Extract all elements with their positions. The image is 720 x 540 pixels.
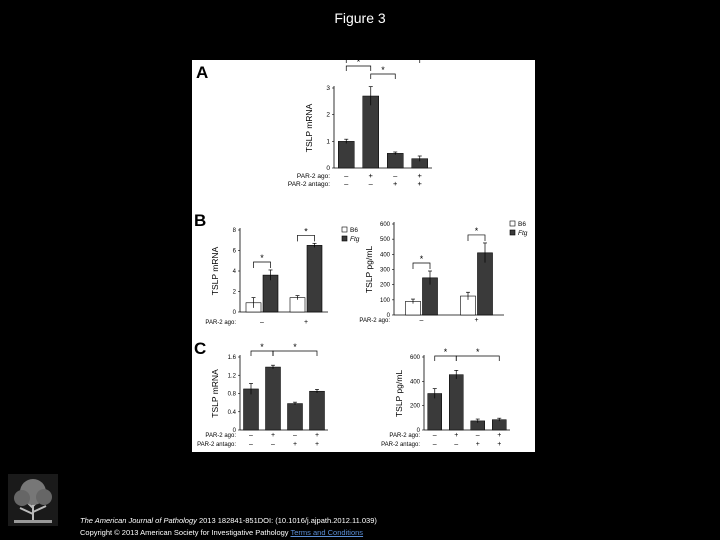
row-symbol: + xyxy=(417,179,422,188)
figure-panel xyxy=(192,49,535,452)
bar xyxy=(492,420,506,430)
y-tick-label: 200 xyxy=(409,403,420,410)
y-tick-label: 0 xyxy=(386,313,390,319)
row-symbol: + xyxy=(417,171,422,180)
y-tick-label: 0 xyxy=(232,310,236,316)
significance-star: * xyxy=(443,347,448,357)
y-tick-label: 0.8 xyxy=(227,391,236,398)
bar xyxy=(428,394,442,431)
y-tick-label: 1.6 xyxy=(227,355,236,361)
y-axis-label: TSLP pg/mL xyxy=(364,245,374,294)
significance-star: * xyxy=(474,225,479,236)
row-symbol: – xyxy=(393,171,398,180)
elsevier-logo-icon xyxy=(8,474,58,536)
y-tick-label: 0 xyxy=(232,428,236,434)
significance-star: * xyxy=(293,342,297,352)
row-symbol: + xyxy=(303,319,309,326)
y-tick-label: 2 xyxy=(232,289,236,296)
bar xyxy=(266,367,281,430)
row-symbol: + xyxy=(497,432,502,439)
row-label: PAR-2 ago: xyxy=(205,433,236,439)
bar xyxy=(307,245,322,312)
y-tick-label: 1.2 xyxy=(227,373,236,380)
row-label: PAR-2 ago: xyxy=(296,173,330,180)
row-symbol: – xyxy=(475,432,480,439)
bar xyxy=(363,96,379,168)
significance-star: * xyxy=(304,226,308,237)
row-symbol: + xyxy=(314,432,320,439)
significance-star: * xyxy=(419,254,424,265)
row-symbol: + xyxy=(474,317,479,324)
citation xyxy=(80,516,377,525)
terms-link[interactable]: Terms and Conditions xyxy=(290,528,364,537)
significance-star: * xyxy=(381,49,385,59)
significance-star: * xyxy=(260,342,264,352)
significance-star: * xyxy=(381,65,385,75)
row-symbol: – xyxy=(293,432,297,439)
row-symbol: + xyxy=(393,179,398,188)
y-axis-label: TSLP mRNA xyxy=(210,246,220,296)
bar xyxy=(310,391,325,430)
row-symbol: + xyxy=(314,441,320,448)
y-tick-label: 2 xyxy=(326,111,330,119)
bar xyxy=(288,404,303,430)
panel-letter-C: C xyxy=(194,339,207,358)
legend-swatch xyxy=(342,227,347,232)
row-symbol: – xyxy=(344,171,349,180)
y-tick-label: 0.4 xyxy=(227,409,236,416)
panel-letter-B: B xyxy=(194,211,207,230)
bar xyxy=(244,389,259,430)
y-tick-label: 300 xyxy=(379,267,390,274)
legend-label: Ftg xyxy=(350,236,360,243)
y-axis-label: TSLP pg/mL xyxy=(394,369,404,418)
y-tick-label: 1 xyxy=(326,138,330,146)
copyright-text: Copyright © 2013 American Society for Investigative Pathology xyxy=(80,528,291,537)
copyright xyxy=(80,528,363,537)
significance-star: * xyxy=(260,252,264,263)
row-symbol: + xyxy=(454,432,459,439)
row-symbol: – xyxy=(368,179,373,188)
y-tick-label: 100 xyxy=(379,297,390,304)
legend-label: Ftg xyxy=(518,230,528,237)
legend-swatch xyxy=(510,221,515,226)
row-symbol: – xyxy=(260,319,264,326)
y-tick-label: 600 xyxy=(409,355,420,361)
significance-star: * xyxy=(475,347,480,357)
publisher-name: ELSEVIER xyxy=(14,527,52,536)
row-symbol: – xyxy=(432,432,437,439)
row-symbol: – xyxy=(249,432,253,439)
y-tick-label: 0 xyxy=(416,428,420,434)
row-symbol: + xyxy=(497,441,502,448)
bar xyxy=(263,275,278,312)
row-symbol: – xyxy=(432,441,437,448)
row-symbol: – xyxy=(249,441,253,448)
y-tick-label: 400 xyxy=(379,252,390,259)
row-symbol: + xyxy=(475,441,480,448)
row-label: PAR-2 antago: xyxy=(287,181,330,188)
row-symbol: – xyxy=(419,317,424,324)
bar xyxy=(387,153,403,168)
row-symbol: + xyxy=(270,432,276,439)
bar xyxy=(449,375,463,430)
row-symbol: + xyxy=(292,441,298,448)
row-label: PAR-2 ago: xyxy=(389,433,420,439)
legend-label: B6 xyxy=(518,221,526,228)
row-symbol: – xyxy=(454,441,459,448)
y-tick-label: 500 xyxy=(379,237,390,244)
y-tick-label: 6 xyxy=(232,248,236,255)
y-tick-label: 8 xyxy=(232,228,236,234)
row-symbol: – xyxy=(344,179,349,188)
y-tick-label: 200 xyxy=(379,282,390,289)
legend-swatch xyxy=(342,236,347,241)
legend-swatch xyxy=(510,230,515,235)
legend-label: B6 xyxy=(350,227,358,234)
row-symbol: + xyxy=(368,171,373,180)
y-axis-label: TSLP mRNA xyxy=(210,369,220,418)
row-label: PAR-2 ago: xyxy=(205,320,236,326)
y-tick-label: 3 xyxy=(326,85,330,92)
significance-star: * xyxy=(356,57,361,67)
row-label: PAR-2 antago: xyxy=(381,442,420,448)
bar xyxy=(290,298,305,312)
y-tick-label: 600 xyxy=(379,222,390,228)
row-symbol: – xyxy=(271,441,275,448)
citation-journal: The American Journal of Pathology xyxy=(80,516,197,525)
y-tick-label: 4 xyxy=(232,269,236,275)
figure-svg xyxy=(192,49,535,452)
citation-details: 2013 182841-851DOI: (10.1016/j.ajpath.2012.11.039) xyxy=(196,516,377,525)
row-label: PAR-2 ago: xyxy=(359,318,390,324)
slide-title: Figure 3 xyxy=(334,10,386,26)
panel-letter-A: A xyxy=(196,63,209,82)
y-tick-label: 0 xyxy=(326,165,330,172)
row-label: PAR-2 antago: xyxy=(197,442,236,448)
bar xyxy=(338,141,354,168)
y-tick-label: 400 xyxy=(409,379,420,386)
y-axis-label: TSLP mRNA xyxy=(304,103,314,153)
